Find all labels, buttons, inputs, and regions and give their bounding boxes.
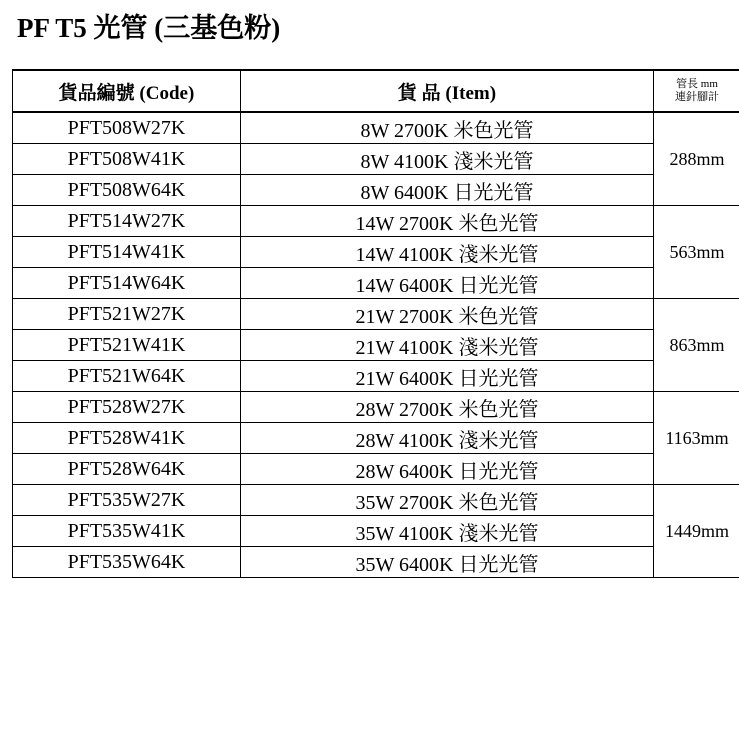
- item-cell: 14W 2700K 米色光管: [241, 206, 654, 237]
- code-cell: PFT528W27K: [13, 392, 241, 423]
- code-cell: PFT508W64K: [13, 175, 241, 206]
- table-row: [13, 423, 739, 454]
- table-row: [13, 237, 739, 268]
- code-cell: PFT521W41K: [13, 330, 241, 361]
- table-row: [13, 112, 739, 144]
- item-cell: 28W 4100K 淺米光管: [241, 423, 654, 454]
- product-table: [12, 69, 739, 578]
- table-row: [13, 454, 739, 485]
- code-cell: PFT535W27K: [13, 485, 241, 516]
- code-cell: PFT521W27K: [13, 299, 241, 330]
- table-row: [13, 268, 739, 299]
- item-cell: 8W 2700K 米色光管: [241, 112, 654, 144]
- item-cell: 35W 6400K 日光光管: [241, 547, 654, 578]
- item-cell: 8W 4100K 淺米光管: [241, 144, 654, 175]
- code-cell: PFT508W41K: [13, 144, 241, 175]
- item-cell: 28W 6400K 日光光管: [241, 454, 654, 485]
- code-cell: PFT514W27K: [13, 206, 241, 237]
- item-cell: 28W 2700K 米色光管: [241, 392, 654, 423]
- table-row: [13, 175, 739, 206]
- length-cell: 1449mm: [654, 485, 739, 578]
- code-cell: PFT521W64K: [13, 361, 241, 392]
- page-title: PF T5 光管 (三基色粉): [17, 13, 281, 43]
- header-length-line2: 連針腳計: [675, 91, 719, 103]
- item-cell: 14W 4100K 淺米光管: [241, 237, 654, 268]
- item-cell: 21W 6400K 日光光管: [241, 361, 654, 392]
- table-row: [13, 299, 739, 330]
- table-row: [13, 516, 739, 547]
- table-row: [13, 330, 739, 361]
- table-body: [13, 112, 739, 578]
- code-cell: PFT514W41K: [13, 237, 241, 268]
- table-header-row: [13, 70, 739, 112]
- code-cell: PFT508W27K: [13, 112, 241, 144]
- length-cell: 1163mm: [654, 392, 739, 485]
- table-row: [13, 144, 739, 175]
- code-cell: PFT528W64K: [13, 454, 241, 485]
- code-cell: PFT535W41K: [13, 516, 241, 547]
- code-cell: PFT514W64K: [13, 268, 241, 299]
- item-cell: 35W 4100K 淺米光管: [241, 516, 654, 547]
- item-cell: 8W 6400K 日光光管: [241, 175, 654, 206]
- length-cell: 863mm: [654, 299, 739, 392]
- header-item: 貨 品 (Item): [241, 70, 654, 112]
- table-row: [13, 485, 739, 516]
- header-length-line1: 管長 mm: [676, 78, 718, 90]
- code-cell: PFT528W41K: [13, 423, 241, 454]
- header-code: 貨品編號 (Code): [13, 70, 241, 112]
- item-cell: 14W 6400K 日光光管: [241, 268, 654, 299]
- table-row: [13, 392, 739, 423]
- table-row: [13, 547, 739, 578]
- table-row: [13, 206, 739, 237]
- table-row: [13, 361, 739, 392]
- code-cell: PFT535W64K: [13, 547, 241, 578]
- header-length: [654, 70, 739, 112]
- length-cell: 563mm: [654, 206, 739, 299]
- item-cell: 35W 2700K 米色光管: [241, 485, 654, 516]
- item-cell: 21W 4100K 淺米光管: [241, 330, 654, 361]
- item-cell: 21W 2700K 米色光管: [241, 299, 654, 330]
- length-cell: 288mm: [654, 112, 739, 206]
